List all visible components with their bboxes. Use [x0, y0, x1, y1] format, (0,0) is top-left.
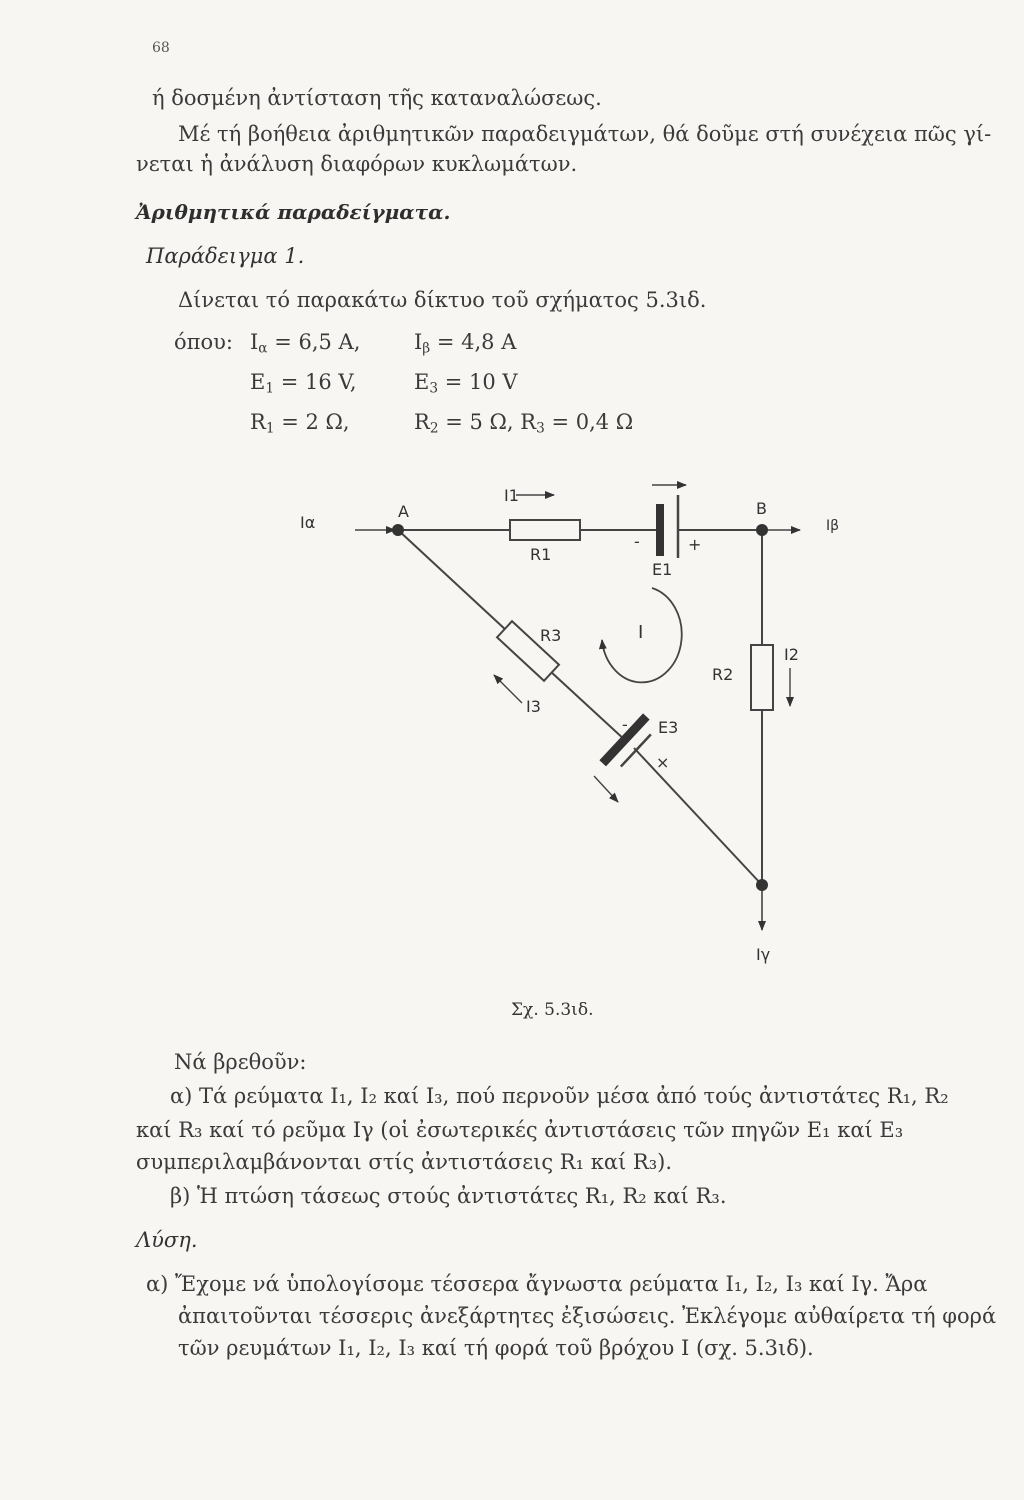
node-A: [392, 524, 404, 536]
label-R1: R1: [530, 545, 552, 564]
find-title: Νά βρεθοῦν:: [174, 1050, 307, 1074]
given-intro: Δίνεται τό παρακάτω δίκτυο τοῦ σχήματος 5.3ιδ.: [178, 288, 707, 312]
given-E1: $E_1 = 16$ V,: [250, 370, 357, 397]
given-Ib: $I_\beta = 4,8$ A: [414, 330, 517, 357]
figure-caption: Σχ. 5.3ιδ.: [511, 1000, 594, 1020]
resistor-R2: [751, 645, 773, 710]
node-C: [756, 879, 768, 891]
intro-line-2: Μέ τή βοήθεια ἀριθμητικῶν παραδειγμάτων, θά δοῦμε στή συνέχεια πῶς γί-: [178, 122, 992, 146]
label-minus-E3: -: [622, 715, 628, 734]
label-plus-E1: +: [688, 535, 702, 554]
given-Ia: $I_\alpha = 6,5$ A,: [250, 330, 361, 357]
given-where: όπου:: [174, 330, 233, 354]
find-a-line-3: συμπεριλαμβάνονται στίς ἀντιστάσεις R₁ καί R₃).: [136, 1150, 673, 1174]
label-I1: I1: [504, 486, 519, 505]
label-loop-I: I: [638, 622, 644, 643]
resistor-R1: [510, 520, 580, 540]
label-Ia: Iα: [300, 513, 316, 532]
intro-line-1: ή δοσμένη ἀντίσταση τῆς καταναλώσεως.: [152, 86, 602, 110]
circuit-diagram: [0, 460, 1024, 1000]
find-a-line-1: α) Τά ρεύματα I₁, I₂ καί I₃, πού περνοῦν μέσα ἀπό τούς ἀντιστάτες R₁, R₂: [170, 1084, 949, 1108]
label-E3: E3: [658, 718, 679, 737]
label-A: A: [398, 502, 409, 521]
intro-line-3: νεται ἡ ἀνάλυση διαφόρων κυκλωμάτων.: [136, 152, 578, 176]
solution-line-2: ἀπαιτοῦνται τέσσερις ἀνεξάρτητες ἐξισώσεις. Ἐκλέγομε αὐθαίρετα τή φορά: [178, 1304, 997, 1328]
label-I2: I2: [784, 645, 799, 664]
given-E3: $E_3 = 10$ V: [414, 370, 518, 397]
label-I3: I3: [526, 697, 541, 716]
node-B: [756, 524, 768, 536]
example-heading: Παράδειγμα 1.: [146, 244, 305, 268]
label-B: B: [756, 499, 767, 518]
label-R3: R3: [540, 626, 562, 645]
wire-A-R3: [398, 530, 507, 631]
label-cross-E3: ×: [656, 753, 670, 772]
battery-E1-negative-plate: [656, 504, 664, 556]
wire-E3-C: [634, 748, 762, 885]
page-number: 68: [152, 40, 170, 56]
find-b-line: β) Ἡ πτώση τάσεως στούς ἀντιστάτες R₁, R₂ καί R₃.: [170, 1184, 727, 1208]
solution-line-3: τῶν ρευμάτων I₁, I₂, I₃ καί τή φορά τοῦ βρόχου I (σχ. 5.3ιδ).: [178, 1336, 814, 1360]
find-a-line-2: καί R₃ καί τό ρεῦμα Iγ (οἱ ἐσωτερικές ἀντιστάσεις τῶν πηγῶν E₁ καί E₃: [136, 1118, 904, 1142]
solution-line-1: α) Ἔχομε νά ὑπολογίσομε τέσσερα ἄγνωστα ρεύματα I₁, I₂, I₃ καί Iγ. Ἄρα: [146, 1272, 928, 1296]
label-Ib: Iβ: [826, 518, 840, 534]
given-R2-R3: $R_2 = 5$ Ω, $R_3 = 0,4$ Ω: [414, 410, 634, 437]
label-E1: E1: [652, 560, 673, 579]
arrow-I3: [494, 675, 522, 703]
label-R2: R2: [712, 665, 734, 684]
arrow-E3: [594, 776, 618, 802]
label-minus-E1: -: [634, 532, 640, 551]
solution-title: Λύση.: [136, 1228, 198, 1252]
section-heading: Ἀριθμητικά παραδείγματα.: [136, 200, 451, 224]
wire-R3-E3: [550, 671, 626, 741]
label-Ig: Iγ: [756, 945, 771, 964]
given-R1: $R_1 = 2$ Ω,: [250, 410, 350, 437]
